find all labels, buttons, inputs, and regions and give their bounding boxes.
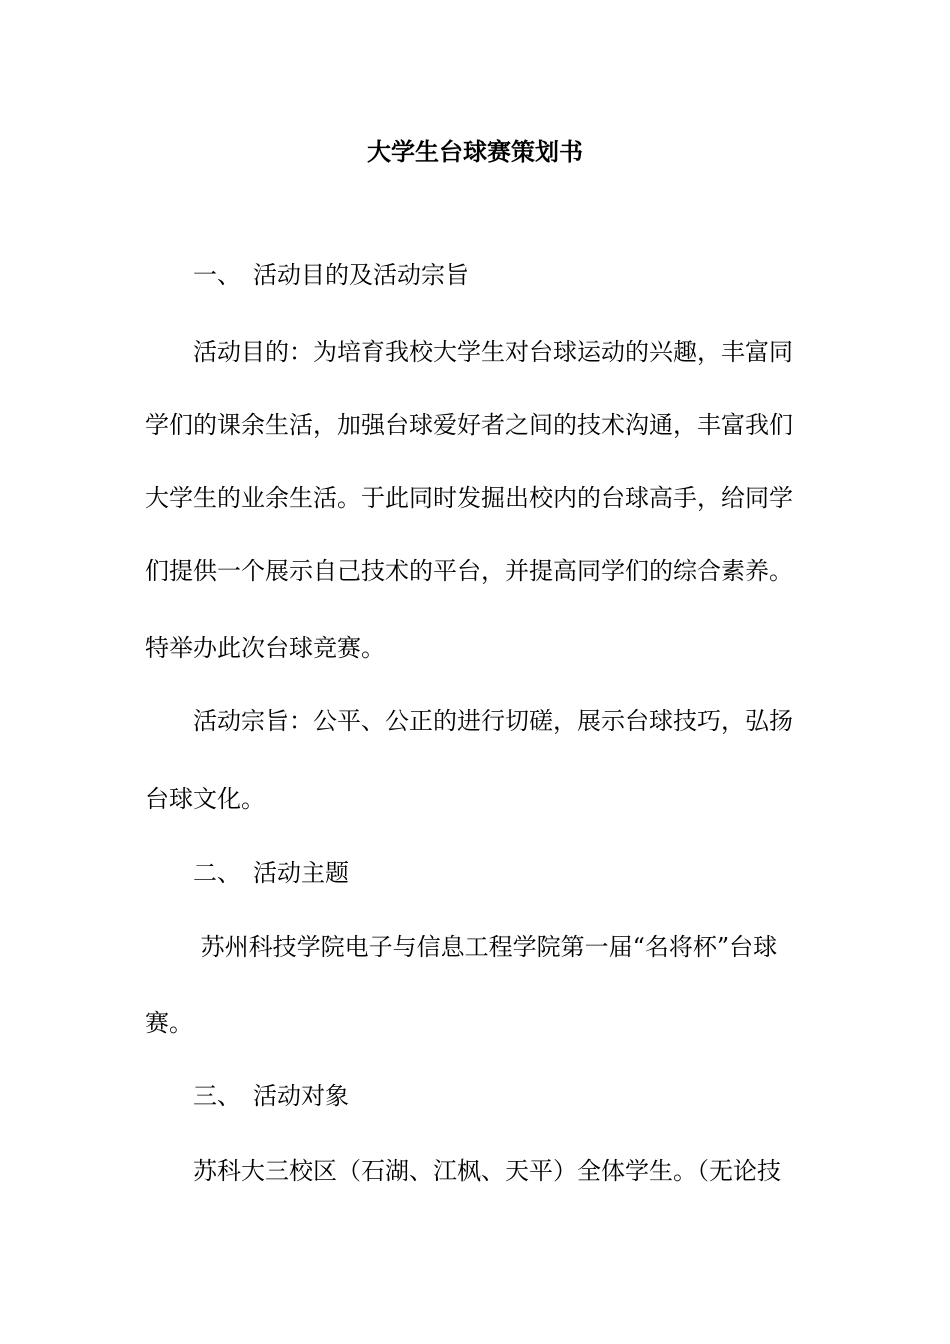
section-number-1: 一、 xyxy=(193,261,241,289)
paragraph-line: 学们的课余生活，加强台球爱好者之间的技术沟通，丰富我们 xyxy=(145,411,793,439)
paragraph-line: 们提供一个展示自己技术的平台，并提高同学们的综合素养。 xyxy=(145,557,793,585)
paragraph-line: 活动宗旨：公平、公正的进行切磋，展示台球技巧，弘扬 xyxy=(193,707,793,735)
paragraph-line: 苏州科技学院电子与信息工程学院第一届“名将杯”台球 xyxy=(193,933,778,961)
section-heading-1 xyxy=(193,259,863,291)
paragraph-line: 特举办此次台球竞赛。 xyxy=(145,634,385,662)
paragraph-line: 赛。 xyxy=(145,1009,193,1037)
section-heading-2 xyxy=(193,857,863,889)
section-number-3: 三、 xyxy=(193,1082,241,1110)
paragraph-line: 活动目的：为培育我校大学生对台球运动的兴趣，丰富同 xyxy=(193,338,793,366)
paragraph-line: 大学生的业余生活。于此同时发掘出校内的台球高手，给同学 xyxy=(145,484,793,512)
section-heading-3 xyxy=(193,1080,863,1112)
section-title-1: 活动目的及活动宗旨 xyxy=(253,261,469,289)
document-title: 大学生台球赛策划书 xyxy=(367,137,583,166)
paragraph-line: 台球文化。 xyxy=(145,785,265,813)
section-title-3: 活动对象 xyxy=(253,1082,349,1110)
paragraph-line: 苏科大三校区（石湖、江枫、天平）全体学生。（无论技 xyxy=(193,1157,781,1185)
section-number-2: 二、 xyxy=(193,859,241,887)
section-title-2: 活动主题 xyxy=(253,859,349,887)
